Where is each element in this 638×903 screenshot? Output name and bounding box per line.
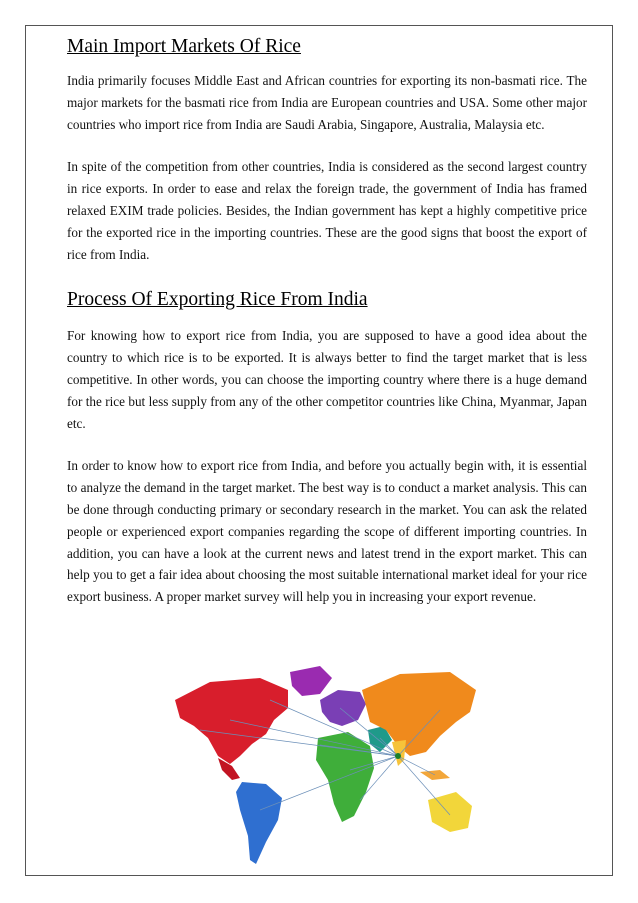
world-map-trade-routes-icon [170, 660, 480, 875]
paragraph: In order to know how to export rice from India, and before you actually begin with, it is essential to analyze the demand in the target market. The best way is to conduct a market analysis. This can be done through conducting primary or secondary research in the market. You can ask the related people or experienced export companies regarding the scope of different importing countries. In addition, you can have a look at the current news and latest trend in the export market. This can help you to get a fair idea about choosing the most suitable international market ideal for your rice export business. A proper market survey will help you in increasing your export revenue. [67, 458, 587, 605]
document-body [67, 34, 587, 608]
paragraph: For knowing how to export rice from India, you are supposed to have a good idea about the country to which rice is to be exported. It is always better to find the target market that is less competitive. In other words, you can choose the importing country where there is a huge demand for the rice but less supply from any of the other competitor countries like China, Myanmar, Japan etc. [67, 328, 587, 431]
paragraph: India primarily focuses Middle East and African countries for exporting its non-basmati rice. The major markets for the basmati rice from India are European countries and USA. Some other major countries who import rice from India are Saudi Arabia, Singapore, Australia, Malaysia etc. [67, 73, 587, 132]
section-heading-exporting-process: Process Of Exporting Rice From India [67, 289, 368, 311]
paragraph: In spite of the competition from other countries, India is considered as the second largest country in rice exports. In order to ease and relax the foreign trade, the government of India has framed relaxed EXIM trade policies. Besides, the Indian government has kept a highly competitive price for the exported rice in the importing countries. These are the good signs that boost the export of rice from India. [67, 159, 587, 262]
section-heading-import-markets: Main Import Markets Of Rice [67, 36, 301, 57]
